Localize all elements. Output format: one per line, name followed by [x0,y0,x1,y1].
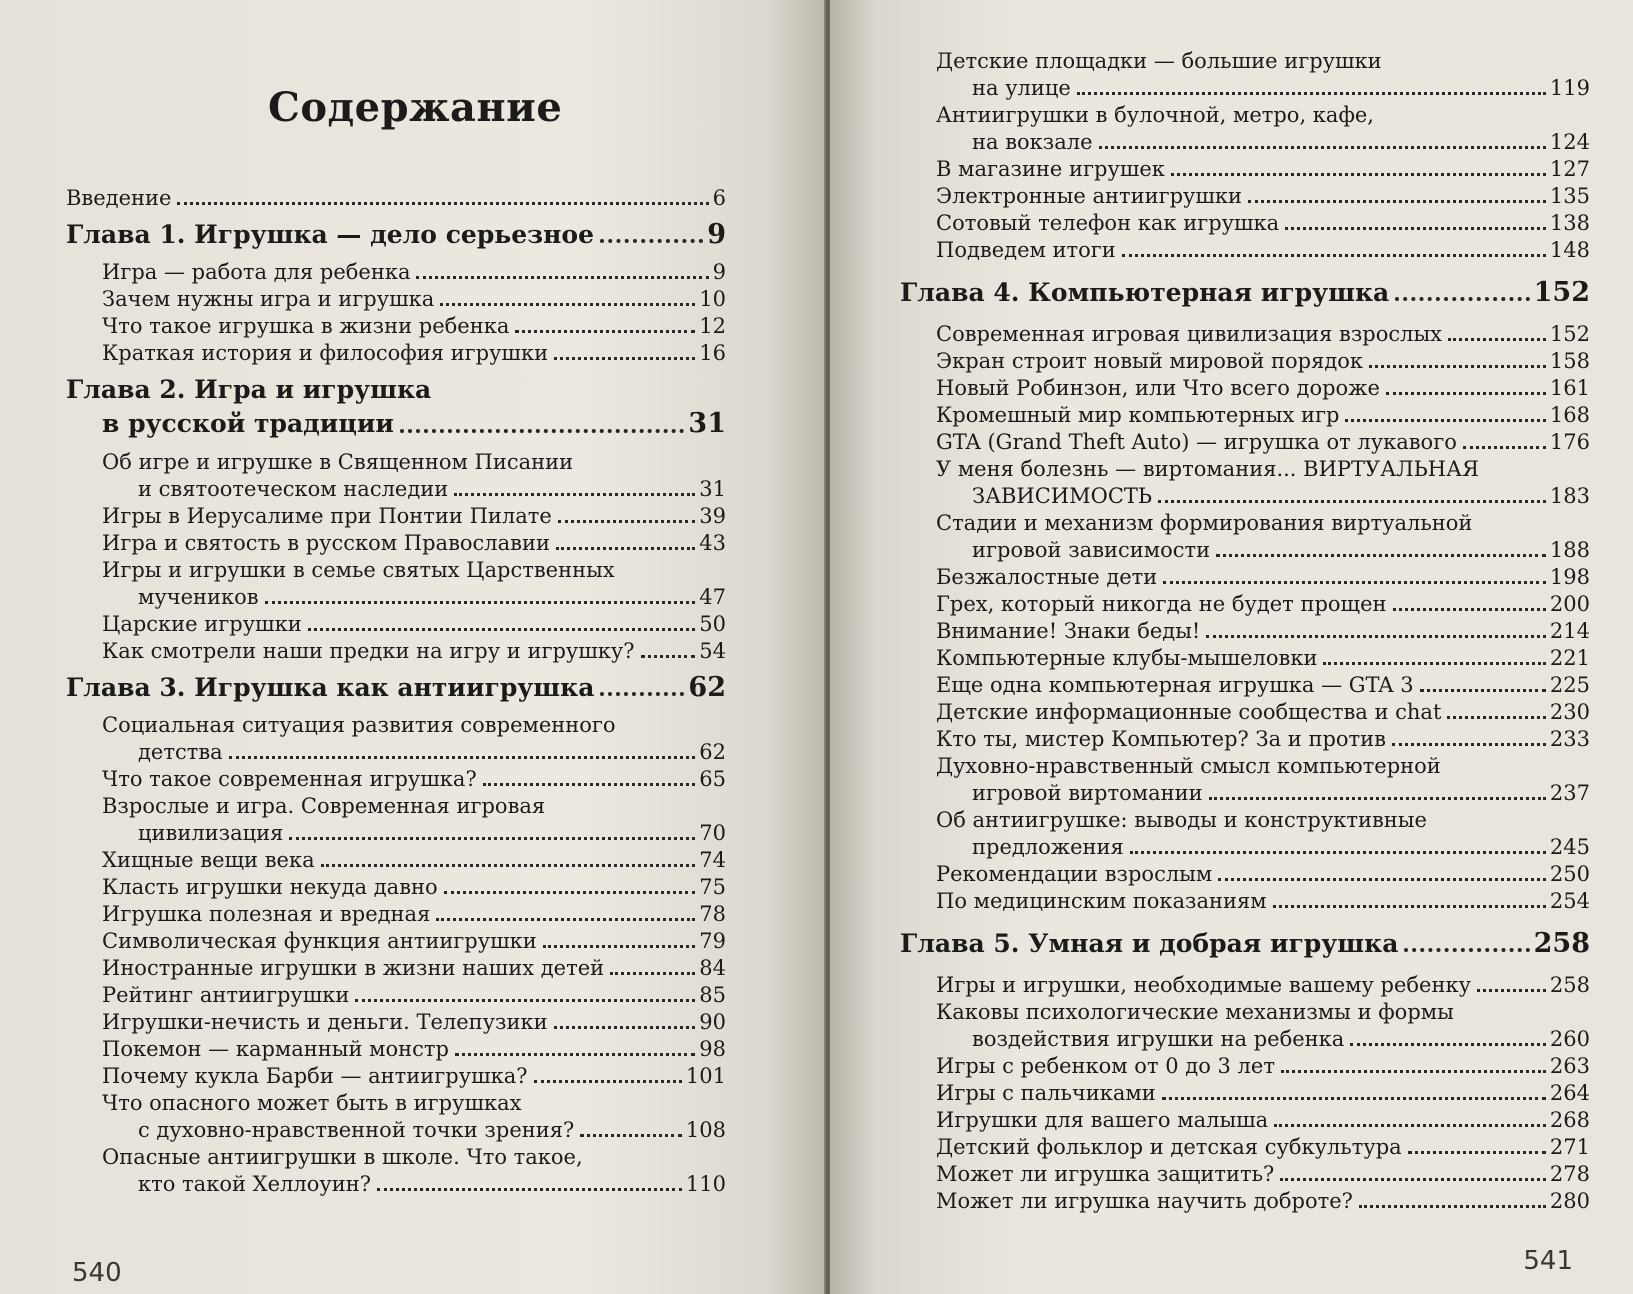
toc-entry[interactable]: Может ли игрушка защитить? 278 [936,1162,1590,1186]
toc-entry[interactable]: Экран строит новый мировой порядок 158 [936,349,1590,373]
toc-entry[interactable]: Игра — работа для ребенка 9 [102,260,726,284]
page-number-left: 540 [72,1258,122,1288]
toc-entry[interactable]: Социальная ситуация развития современного детства 62 [102,713,726,764]
toc-entry[interactable]: Игры и игрушки, необходимые вашему ребенку 258 [936,973,1590,997]
toc-entry[interactable]: Опасные антиигрушки в школе. Что такое, кто такой Хеллоуин? 110 [102,1145,726,1196]
toc-entry[interactable]: Антиигрушки в булочной, метро, кафе, на вокзале 124 [936,103,1590,154]
toc-entry[interactable]: Еще одна компьютерная игрушка — GTA 3 225 [936,673,1590,697]
toc-entry[interactable]: Может ли игрушка научить доброте? 280 [936,1189,1590,1213]
toc-entry[interactable]: Электронные антиигрушки 135 [936,184,1590,208]
toc-entry[interactable]: Иностранные игрушки в жизни наших детей 84 [102,956,726,980]
toc-entry[interactable]: Зачем нужны игра и игрушка 10 [102,287,726,311]
toc-entry[interactable]: Игра и святость в русском Православии 43 [102,531,726,555]
toc-left [0,185,726,1198]
toc-entry[interactable]: Покемон — карманный монстр 98 [102,1037,726,1061]
toc-entry[interactable]: Духовно-нравственный смысл компьютерной игровой виртомании 237 [936,754,1590,805]
chapter-4-heading[interactable]: Глава 4. Компьютерная игрушка 152 [900,277,1590,308]
toc-entry[interactable]: В магазине игрушек 127 [936,157,1590,181]
toc-entry[interactable]: Новый Робинзон, или Что всего дороже 161 [936,376,1590,400]
toc-entry[interactable]: Каковы психологические механизмы и формы воздействия игрушки на ребенка 260 [936,1000,1590,1051]
chapter-1-heading[interactable]: Глава 1. Игрушка — дело серьезное 9 [66,219,726,250]
toc-entry[interactable]: Почему кукла Барби — антиигрушка? 101 [102,1064,726,1088]
toc-entry[interactable]: Грех, который никогда не будет прощен 200 [936,592,1590,616]
chapter-2-heading[interactable]: Глава 2. Игра и игрушка в русской традиции 31 [66,375,726,439]
toc-entry[interactable]: Игрушки-нечисть и деньги. Телепузики 90 [102,1010,726,1034]
page-title: Содержание [268,84,563,131]
toc-entry[interactable]: Что такое современная игрушка? 65 [102,767,726,791]
chapter-3-heading[interactable]: Глава 3. Игрушка как антиигрушка 62 [66,672,726,703]
toc-entry[interactable]: Об игре и игрушке в Священном Писании и святоотеческом наследии 31 [102,450,726,501]
toc-entry[interactable]: По медицинским показаниям 254 [936,889,1590,913]
toc-entry[interactable]: GTA (Grand Theft Auto) — игрушка от лукавого 176 [936,430,1590,454]
toc-entry[interactable]: Компьютерные клубы-мышеловки 221 [936,646,1590,670]
toc-entry[interactable]: Взрослые и игра. Современная игровая цивилизация 70 [102,794,726,845]
toc-entry[interactable]: Безжалостные дети 198 [936,565,1590,589]
chapter-5-heading[interactable]: Глава 5. Умная и добрая игрушка 258 [900,928,1590,959]
page-number-right: 541 [1523,1246,1573,1276]
toc-entry[interactable]: Об антиигрушке: выводы и конструктивные предложения 245 [936,808,1590,859]
toc-entry[interactable]: Подведем итоги 148 [936,238,1590,262]
toc-entry[interactable]: Игры и игрушки в семье святых Царственных мучеников 47 [102,558,726,609]
toc-entry[interactable]: Внимание! Знаки беды! 214 [936,619,1590,643]
toc-entry[interactable]: Детские площадки — большие игрушки на улице 119 [936,49,1590,100]
toc-entry-intro[interactable]: Введение 6 [66,186,726,210]
toc-entry[interactable]: Кто ты, мистер Компьютер? За и против 233 [936,727,1590,751]
toc-entry[interactable]: Краткая история и философия игрушки 16 [102,341,726,365]
toc-entry[interactable]: Игры с пальчиками 264 [936,1081,1590,1105]
toc-entry[interactable]: Игрушки для вашего малыша 268 [936,1108,1590,1132]
toc-entry[interactable]: Царские игрушки 50 [102,612,726,636]
toc-entry[interactable]: Что такое игрушка в жизни ребенка 12 [102,314,726,338]
toc-right [830,48,1590,1215]
toc-entry[interactable]: Сотовый телефон как игрушка 138 [936,211,1590,235]
toc-entry[interactable]: Класть игрушки некуда давно 75 [102,875,726,899]
toc-entry[interactable]: Кромешный мир компьютерных игр 168 [936,403,1590,427]
toc-entry[interactable]: Что опасного может быть в игрушках с духовно-нравственной точки зрения? 108 [102,1091,726,1142]
toc-entry[interactable]: У меня болезнь — виртомания... ВИРТУАЛЬНАЯ ЗАВИСИМОСТЬ 183 [936,457,1590,508]
toc-entry[interactable]: Современная игровая цивилизация взрослых 152 [936,322,1590,346]
toc-entry[interactable]: Игрушка полезная и вредная 78 [102,902,726,926]
toc-entry[interactable]: Детский фольклор и детская субкультура 271 [936,1135,1590,1159]
toc-entry[interactable]: Детские информационные сообщества и chat 230 [936,700,1590,724]
toc-entry[interactable]: Рейтинг антиигрушки 85 [102,983,726,1007]
toc-entry[interactable]: Рекомендации взрослым 250 [936,862,1590,886]
toc-entry[interactable]: Символическая функция антиигрушки 79 [102,929,726,953]
toc-entry[interactable]: Игры с ребенком от 0 до 3 лет 263 [936,1054,1590,1078]
toc-entry[interactable]: Как смотрели наши предки на игру и игрушку? 54 [102,639,726,663]
toc-entry[interactable]: Хищные вещи века 74 [102,848,726,872]
toc-entry[interactable]: Игры в Иерусалиме при Понтии Пилате 39 [102,504,726,528]
toc-entry[interactable]: Стадии и механизм формирования виртуальной игровой зависимости 188 [936,511,1590,562]
right-page [830,0,1633,1294]
